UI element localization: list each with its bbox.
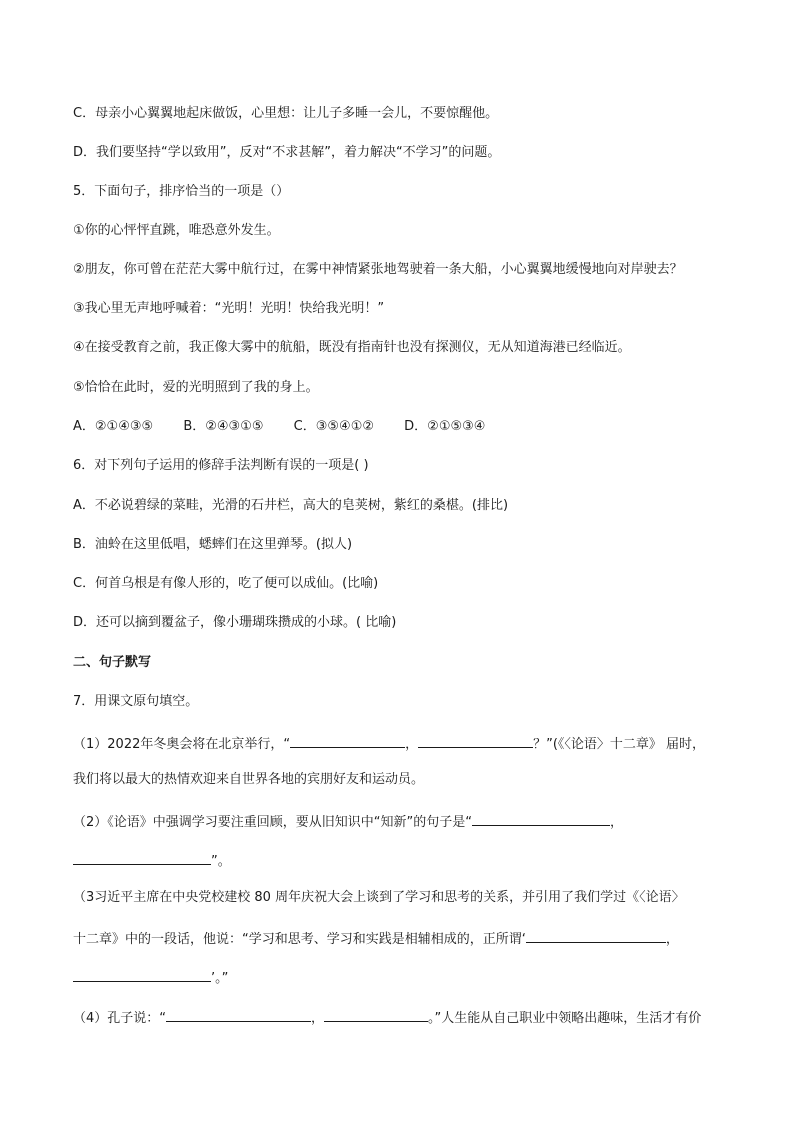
question-7-4-line1 <box>73 1007 701 1025</box>
q7-1-comma: ， <box>405 737 419 752</box>
q7-4-comma: ， <box>311 1011 325 1026</box>
question-7-1-line2: 我们将以最大的热情欢迎来自世界各地的宾朋好友和运动员。 <box>73 772 425 787</box>
q7-1-blank-2[interactable] <box>418 733 533 748</box>
option-b: B．②④③①⑤ <box>183 419 264 434</box>
question-5-stem: 5．下面句子，排序恰当的一项是（） <box>73 184 290 199</box>
q7-2-text-start: （2）《论语》中强调学习要注重回顾，要从旧知识中“知新”的句子是“ <box>73 815 472 830</box>
option-d-text: D．我们要坚持“学以致用”，反对“不求甚解”，着力解决“不学习”的问题。 <box>73 145 501 160</box>
option-a: A．②①④③⑤ <box>73 419 154 434</box>
sentence-5: ⑤恰恰在此时，爱的光明照到了我的身上。 <box>73 380 319 395</box>
question-7-3-line1: （3习近平主席在中央党校建校 80 周年庆祝大会上谈到了学习和思考的关系，并引用了我们学过《〈论语〉 <box>73 890 685 905</box>
q7-1-text-start: （1）2022年冬奥会将在北京举行，“ <box>73 737 291 752</box>
question-7-stem: 7．用课文原句填空。 <box>73 694 199 709</box>
option-c: C．③⑤④①② <box>293 419 375 434</box>
question-6-option-d: D．还可以摘到覆盆子，像小珊瑚珠攒成的小球。( 比喻) <box>73 615 397 630</box>
option-d: D．②①⑤③④ <box>404 419 486 434</box>
q7-3-text-start: 十二章》中的一段话，他说：“学习和思考、学习和实践是相辅相成的，正所谓‘ <box>73 932 526 947</box>
question-6-option-c: C．何首乌根是有像人形的，吃了便可以成仙。(比喻) <box>73 576 379 591</box>
q7-4-blank-1[interactable] <box>166 1007 311 1022</box>
q7-2-comma: ， <box>609 815 623 830</box>
q7-2-blank-1[interactable] <box>472 811 610 826</box>
q7-2-close: ”。 <box>211 854 231 869</box>
question-7-3-line3 <box>73 967 228 985</box>
sentence-2: ②朋友，你可曾在茫茫大雾中航行过，在雾中神情紧张地驾驶着一条大船，小心翼翼地缓慢地向对岸驶去？ <box>73 262 683 277</box>
q7-3-comma: ， <box>665 932 679 947</box>
q7-4-text-end: 。”人生能从自己职业中领略出趣味，生活才有价 <box>428 1011 702 1026</box>
q7-3-close: ’。” <box>211 971 229 986</box>
question-7-2-line1 <box>73 811 623 829</box>
question-6-option-a: A．不必说碧绿的菜畦，光滑的石井栏，高大的皂荚树，紫红的桑椹。(排比) <box>73 498 509 513</box>
sentence-3: ③我心里无声地呼喊着：“光明！光明！快给我光明！” <box>73 301 385 316</box>
q7-3-blank-2[interactable] <box>73 967 211 982</box>
question-6-stem: 6．对下列句子运用的修辞手法判断有误的一项是( ) <box>73 458 369 473</box>
question-7-2-line2 <box>73 850 231 868</box>
question-6-option-b: B．油蛉在这里低唱，蟋蟀们在这里弹琴。(拟人) <box>73 537 353 552</box>
q7-4-blank-2[interactable] <box>324 1007 428 1022</box>
q7-2-blank-2[interactable] <box>73 850 211 865</box>
option-c-text: C．母亲小心翼翼地起床做饭，心里想：让儿子多睡一会儿，不要惊醒他。 <box>73 106 499 121</box>
question-7-3-line2 <box>73 928 679 946</box>
sentence-4: ④在接受教育之前，我正像大雾中的航船，既没有指南针也没有探测仪，无从知道海港已经临近。 <box>73 340 631 355</box>
question-7-1-line1 <box>73 733 705 751</box>
q7-4-text-start: （4）孔子说：“ <box>73 1011 167 1026</box>
q7-3-blank-1[interactable] <box>526 928 666 943</box>
q7-1-blank-1[interactable] <box>290 733 405 748</box>
sentence-1: ①你的心怦怦直跳，唯恐意外发生。 <box>73 223 280 238</box>
section-heading: 二、句子默写 <box>73 655 152 670</box>
q7-1-text-end: ？”(《〈论语〉十二章》 届时， <box>533 737 706 752</box>
question-5-options <box>73 418 511 436</box>
